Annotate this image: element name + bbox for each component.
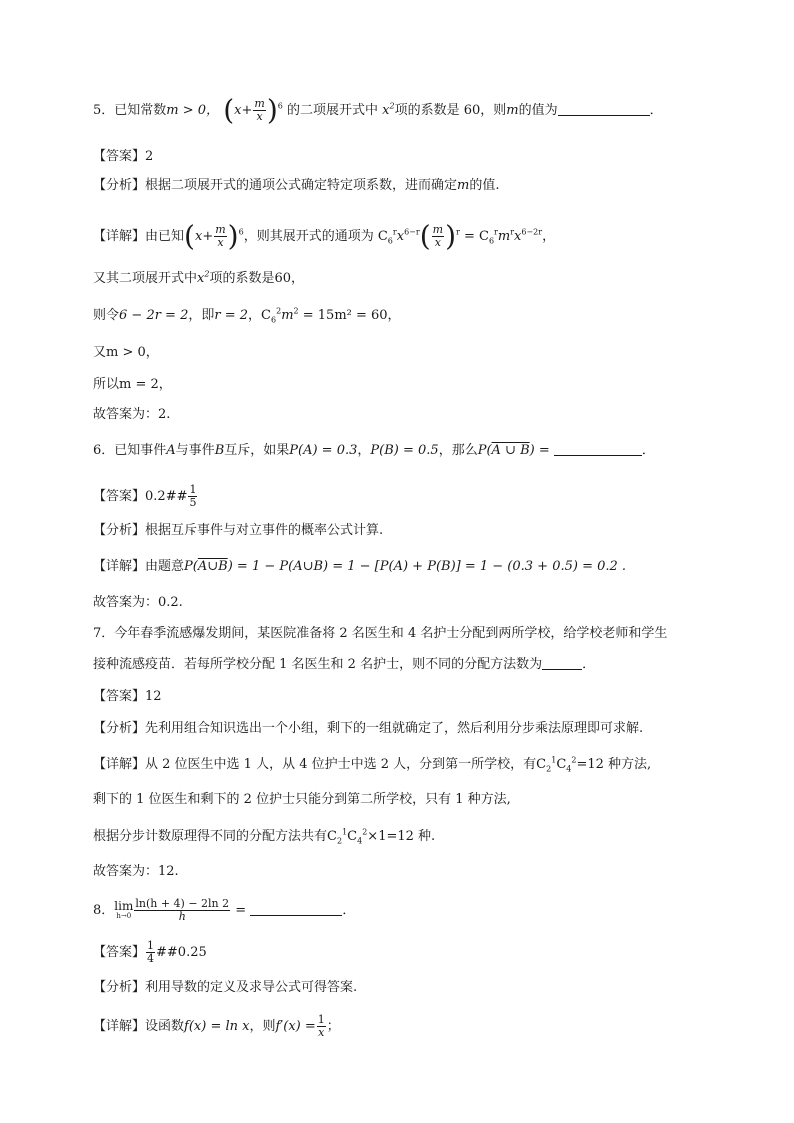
q6-detail xyxy=(93,557,626,577)
q8-stem-text: ． xyxy=(342,903,356,918)
q7-stem-1 xyxy=(93,624,667,644)
q8-frac: $\frac{\ln(h + 4) - 2\ln 2}{h}$ xyxy=(135,897,230,923)
q8-stem-text: = xyxy=(231,903,247,918)
detail-tag: 【详解】 xyxy=(93,559,146,574)
q5-detail-text: ，则其展开式的通项为 xyxy=(243,229,374,244)
q7-combo: $C_2^1C_4^2$ xyxy=(536,755,577,774)
q6-pa: P(A) = 0.3 xyxy=(289,443,358,458)
q5-general-term: $C_6^rx^{6-r}$( $\frac{m}{x}$ )$^r = C_6^rm^rx^{6-2r}$ xyxy=(377,219,543,253)
q7-detail-text: 从 2 位医生中选 1 人，从 4 位护士中选 2 人，分到第一所学校，有 xyxy=(145,757,537,772)
answer-tag: 【答案】 xyxy=(93,489,146,504)
q6-line2 xyxy=(93,593,183,613)
q6-analysis xyxy=(93,521,383,541)
q6-answer-frac: $\frac{1}{5}$ xyxy=(189,483,197,509)
q7-line3-text: 根据分步计数原理得不同的分配方法共有 xyxy=(93,829,328,844)
q6-stem-text: ， xyxy=(357,443,371,458)
q6-answer xyxy=(93,484,198,509)
q6-event-b: B xyxy=(214,443,225,458)
q7-stem-text: 接种流感疫苗．若每所学校分配 1 名医生和 2 名护士，则不同的分配方法数为 xyxy=(93,657,543,672)
q5-frac: $\frac{m}{x}$ xyxy=(215,223,226,249)
q5-stem-cond: m > 0， xyxy=(166,103,220,118)
q7-analysis xyxy=(93,719,643,739)
answer-tag: 【答案】 xyxy=(93,689,146,704)
q6-stem-text: 与事件 xyxy=(175,443,215,458)
q5-stem-text: 项的系数是 xyxy=(394,103,460,118)
q6-stem-text: 互斥，如果 xyxy=(224,443,290,458)
q6-answer-value: 0.2## xyxy=(145,489,188,504)
q6-target-prob: P(A ∪ B) = xyxy=(477,443,550,458)
q7-answer-blank[interactable] xyxy=(542,655,582,670)
q5-m: m xyxy=(506,103,519,118)
q7-answer xyxy=(93,687,162,707)
q8-detail-text: 设函数 xyxy=(145,1019,185,1034)
q8-limit: lim h→0 xyxy=(114,898,134,920)
q5-stem: 5．已知常数m > 0， (x+ $\frac{m}{x}$ )$^6$ 的二项展开式中 $x^2$项的系数是 60，则m的值为 ． xyxy=(93,93,663,127)
q8-answer-value: ##0.25 xyxy=(156,945,207,960)
q5-x: x xyxy=(234,103,242,118)
q5-line4-text: 又m > 0， xyxy=(93,345,159,360)
q7-line3 xyxy=(93,827,435,847)
q8-detail-text: ； xyxy=(326,1019,340,1034)
q7-detail xyxy=(93,755,651,775)
q6-event-a: A xyxy=(166,443,176,458)
q7-combo: $C_2^1C_4^2$ xyxy=(327,827,368,846)
q5-analysis-text: 根据二项展开式的通项公式确定特定项系数，进而确定 xyxy=(145,178,458,193)
q5-stem-text: 的二项展开式中 xyxy=(286,103,378,118)
q5-line2-text: 又其二项展开式中 xyxy=(93,271,198,286)
q5-detail-text: 由已知 xyxy=(145,229,185,244)
analysis-tag: 【分析】 xyxy=(93,721,146,736)
q5-line3-result: = 15m² = 60， xyxy=(302,308,401,323)
q8-detail-frac: $\frac{1}{x}$ xyxy=(317,1013,325,1039)
q5-paren: ) xyxy=(266,93,278,127)
q5-line3-text: ， xyxy=(248,308,262,323)
q5-m: m xyxy=(457,178,470,193)
q5-analysis xyxy=(93,176,500,196)
analysis-tag: 【分析】 xyxy=(93,980,146,995)
q8-stem xyxy=(93,898,355,923)
q5-line2 xyxy=(93,269,304,289)
q7-detail-text: =12 种方法, xyxy=(576,757,652,772)
q7-stem-2 xyxy=(93,655,595,675)
q5-x: x xyxy=(194,229,203,244)
q5-paren: ( xyxy=(184,219,195,253)
answer-tag: 【答案】 xyxy=(93,149,146,164)
q6-stem-text: ，那么 xyxy=(438,443,478,458)
q6-detail-eq: = 1 − P(A∪B) = 1 − [P(A) + P(B)] = 1 − (0.3 + 0.5) = 0.2 . xyxy=(236,559,627,574)
q5-line3: 则令6 − 2r = 2，即r = 2，$C_6^2m^2 = 15m^2 = 60$， xyxy=(93,306,401,325)
q8-answer xyxy=(93,940,207,965)
analysis-tag: 【分析】 xyxy=(93,523,146,538)
q5-line2-text: 项的系数是 xyxy=(209,271,275,286)
q6-line2-text: 故答案为：0.2. xyxy=(93,595,183,610)
q5-line2-text: ， xyxy=(291,271,305,286)
q5-paren: ( xyxy=(223,93,235,127)
q5-stem-text: 的值为 xyxy=(518,103,558,118)
detail-tag: 【详解】 xyxy=(93,229,146,244)
q7-stem-text: 7．今年春季流感爆发期间，某医院准备将 2 名医生和 4 名护士分配到两所学校，给学校老师和学生 xyxy=(93,626,668,641)
answer-tag: 【答案】 xyxy=(93,945,146,960)
q6-analysis-text: 根据互斥事件与对立事件的概率公式计算. xyxy=(145,523,384,538)
q5-line6-text: 故答案为：2. xyxy=(93,407,171,422)
q5-stem-text: ，则 xyxy=(480,103,507,118)
q5-line5 xyxy=(93,375,172,395)
q8-detail-text: ，则 xyxy=(249,1019,276,1034)
q6-pb: P(B) = 0.5 xyxy=(370,443,439,458)
q7-line3-text: ×1=12 种. xyxy=(367,829,436,844)
q5-term: $x^2$ xyxy=(197,269,210,286)
analysis-tag: 【分析】 xyxy=(93,178,146,193)
q5-line3-text: ，即 xyxy=(188,308,215,323)
q6-answer-blank[interactable] xyxy=(554,441,642,456)
q7-answer-value: 12 xyxy=(145,689,162,704)
q8-detail xyxy=(93,1014,340,1039)
q8-answer-frac: $\frac{1}{4}$ xyxy=(147,939,155,965)
q6-stem: 6．已知事件A与事件B互斥，如果P(A) = 0.3，P(B) = 0.5，那么P(A ∪ B) = ． xyxy=(93,443,655,458)
q8-answer-blank[interactable] xyxy=(250,901,342,916)
q5-line2-coef: 60 xyxy=(274,271,292,286)
q5-answer xyxy=(93,147,153,167)
q5-term: $x^2$ xyxy=(382,101,395,118)
q5-detail: 【详解】由已知(x+ $\frac{m}{x}$ )$^6$，则其展开式的通项为 $C_6^rx^{6-r}$( $\frac{m}{x}$ )$^r = C_6^rm^rx^{6-2r}$， xyxy=(93,219,556,253)
q5-analysis-text: 的值. xyxy=(469,178,500,193)
q6-stem-text: 6．已知事件 xyxy=(93,443,167,458)
q7-line4 xyxy=(93,862,179,882)
q5-stem-text: 5．已知常数 xyxy=(93,103,167,118)
q5-line3-eq: 6 − 2r = 2 xyxy=(119,308,189,323)
q8-stem-text: 8． xyxy=(93,903,115,918)
q7-line4-text: 故答案为：12. xyxy=(93,864,179,879)
q6-detail-text: 由题意 xyxy=(145,559,185,574)
q5-line6 xyxy=(93,405,170,425)
q8-detail-fn: f(x) = ln x xyxy=(184,1019,250,1034)
q7-stem-text: ． xyxy=(582,657,596,672)
q5-stem-coef: 60 xyxy=(463,103,481,118)
detail-tag: 【详解】 xyxy=(93,757,146,772)
q7-line2-text: 剩下的 1 位医生和剩下的 2 位护士只能分到第二所学校，只有 1 种方法, xyxy=(93,792,511,807)
q8-detail-deriv: f′(x) = xyxy=(275,1019,316,1034)
q5-frac: $\frac{m}{x}$ xyxy=(254,97,265,123)
q8-analysis-text: 利用导数的定义及求导公式可得答案. xyxy=(145,980,358,995)
q8-analysis xyxy=(93,978,357,998)
q5-answer-value: 2 xyxy=(145,149,154,164)
q5-line3-r: r = 2 xyxy=(214,308,249,323)
q6-detail-prob: P(A∪B) xyxy=(184,559,233,574)
q5-line4 xyxy=(93,343,159,363)
q5-line3-text: 则令 xyxy=(93,308,120,323)
q5-paren: ) xyxy=(227,219,239,253)
q7-analysis-text: 先利用组合知识选出一个小组，剩下的一组就确定了，然后利用分步乘法原理即可求解. xyxy=(145,721,644,736)
detail-tag: 【详解】 xyxy=(93,1019,146,1034)
q7-line2 xyxy=(93,790,511,810)
q5-line5-text: 所以m = 2， xyxy=(93,377,172,392)
q5-answer-blank[interactable] xyxy=(558,101,650,116)
